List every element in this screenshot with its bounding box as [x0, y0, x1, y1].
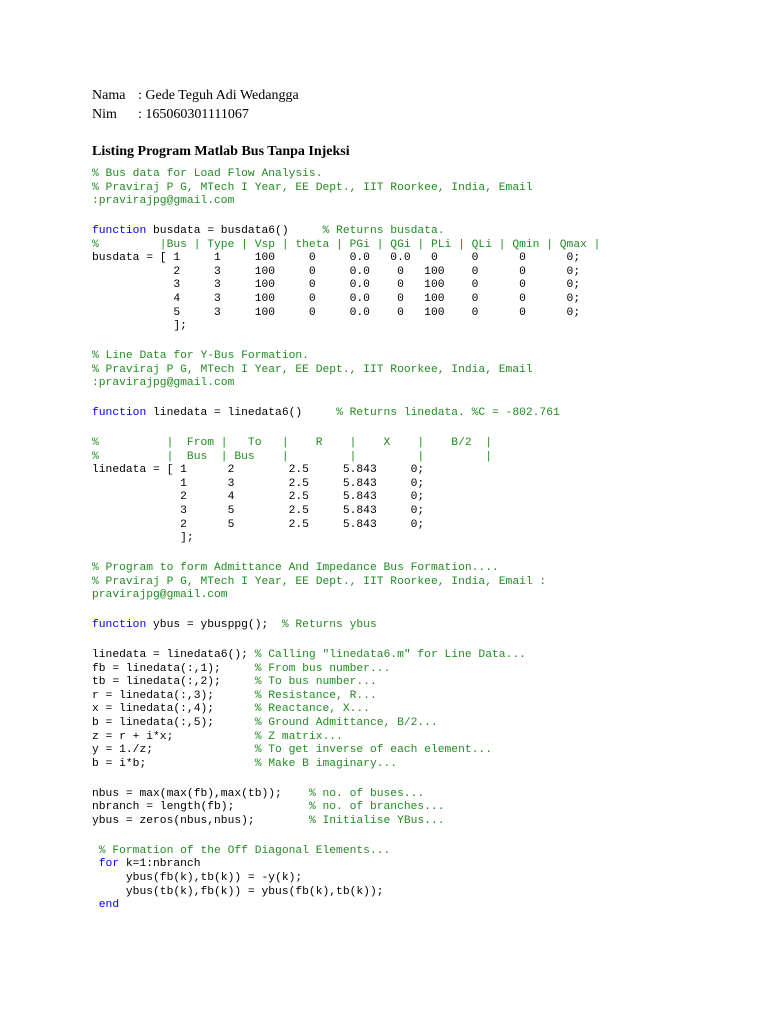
- code-comment: :pravirajpg@gmail.com: [92, 377, 235, 390]
- block-spacer: [92, 209, 600, 225]
- code-text: linedata = [ 1 2 2.5 5.843 0;: [92, 464, 425, 477]
- code-comment: % | Bus | Bus | | | |: [92, 450, 492, 463]
- code-line: [92, 266, 600, 280]
- code-text: b = linedata(:,5);: [92, 717, 255, 730]
- code-comment: % Praviraj P G, MTech I Year, EE Dept., IIT Roorkee, India, Email :: [92, 575, 547, 588]
- code-line: [92, 279, 600, 293]
- code-text: nbus = max(max(fb),max(tb));: [92, 787, 309, 800]
- code-text: 2 5 2.5 5.843 0;: [92, 518, 425, 531]
- code-comment: % | From | To | R | X | B/2 |: [92, 437, 492, 450]
- code-line: [92, 801, 600, 815]
- code-line: [92, 690, 600, 704]
- code-comment: :pravirajpg@gmail.com: [92, 195, 235, 208]
- code-comment: % no. of buses...: [308, 787, 425, 800]
- code-line: [92, 899, 600, 913]
- code-comment: pravirajpg@gmail.com: [92, 589, 228, 602]
- code-line: [92, 815, 600, 829]
- code-comment: % Returns linedata. %C = -802.761: [336, 407, 560, 420]
- code-comment: % Calling "linedata6.m" for Line Data...: [254, 649, 526, 662]
- code-comment: % Z matrix...: [254, 730, 343, 743]
- code-text: y = 1./z;: [92, 744, 255, 757]
- code-line: [92, 589, 600, 603]
- code-line: [92, 731, 600, 745]
- code-line: [92, 377, 600, 391]
- block-spacer: [92, 334, 600, 350]
- code-line: [92, 576, 600, 590]
- code-keyword: function: [92, 407, 147, 420]
- code-comment: % Line Data for Y-Bus Formation.: [92, 350, 309, 363]
- code-text: 2 4 2.5 5.843 0;: [92, 491, 425, 504]
- code-comment: % |Bus | Type | Vsp | theta | PGi | QGi | PLi | QLi | Qmin | Qmax |: [92, 238, 601, 251]
- block-spacer: [92, 633, 600, 649]
- code-text: 3 3 100 0 0.0 0 100 0 0 0;: [92, 279, 581, 292]
- document-title: Listing Program Matlab Bus Tanpa Injeksi: [92, 144, 350, 159]
- code-text: linedata = linedata6();: [92, 649, 255, 662]
- code-text: ];: [92, 532, 194, 545]
- code-listing: [92, 168, 600, 913]
- code-text: k=1:nbranch: [119, 858, 201, 871]
- block-spacer: [92, 603, 600, 619]
- code-keyword: function: [92, 225, 147, 238]
- code-comment: % Initialise YBus...: [308, 814, 445, 827]
- code-line: [92, 182, 600, 196]
- code-line: [92, 168, 600, 182]
- code-comment: % Resistance, R...: [254, 689, 377, 702]
- code-text: nbranch = length(fb);: [92, 801, 309, 814]
- code-line: [92, 491, 600, 505]
- code-line: [92, 505, 600, 519]
- student-info: [92, 86, 299, 124]
- code-text: 3 5 2.5 5.843 0;: [92, 505, 425, 518]
- code-line: [92, 649, 600, 663]
- code-line: [92, 703, 600, 717]
- code-text: busdata = busdata6(): [146, 225, 323, 238]
- code-text: r = linedata(:,3);: [92, 689, 255, 702]
- code-comment: % Ground Admittance, B/2...: [254, 717, 438, 730]
- code-line: [92, 758, 600, 772]
- code-line: [92, 407, 600, 421]
- code-line: [92, 872, 600, 886]
- code-line: [92, 858, 600, 872]
- code-line: [92, 519, 600, 533]
- code-text: 2 3 100 0 0.0 0 100 0 0 0;: [92, 265, 581, 278]
- code-text: fb = linedata(:,1);: [92, 662, 255, 675]
- code-text: ];: [92, 320, 187, 333]
- code-line: [92, 886, 600, 900]
- code-comment: % Formation of the Off Diagonal Elements...: [92, 844, 391, 857]
- code-comment: % Praviraj P G, MTech I Year, EE Dept., IIT Roorkee, India, Email: [92, 363, 533, 376]
- code-keyword: end: [92, 899, 120, 912]
- code-comment: % Bus data for Load Flow Analysis.: [92, 168, 323, 180]
- block-spacer: [92, 546, 600, 562]
- nim-value: : 165060301111067: [138, 107, 249, 122]
- code-line: [92, 350, 600, 364]
- code-line: [92, 437, 600, 451]
- code-text: tb = linedata(:,2);: [92, 676, 255, 689]
- code-line: [92, 307, 600, 321]
- code-text: 1 3 2.5 5.843 0;: [92, 477, 425, 490]
- code-text: ybus(fb(k),tb(k)) = -y(k);: [92, 872, 303, 885]
- name-label: Nama: [92, 88, 126, 103]
- code-line: [92, 293, 600, 307]
- block-spacer: [92, 829, 600, 845]
- code-comment: % Returns ybus: [281, 619, 377, 632]
- code-comment: % Praviraj P G, MTech I Year, EE Dept., IIT Roorkee, India, Email: [92, 181, 533, 194]
- block-spacer: [92, 771, 600, 787]
- nim-label: Nim: [92, 107, 117, 122]
- code-line: [92, 451, 600, 465]
- code-text: ybus = zeros(nbus,nbus);: [92, 814, 309, 827]
- code-line: [92, 464, 600, 478]
- name-value: : Gede Teguh Adi Wedangga: [138, 88, 299, 103]
- code-line: [92, 478, 600, 492]
- code-text: b = i*b;: [92, 757, 255, 770]
- code-text: x = linedata(:,4);: [92, 703, 255, 716]
- code-text: 4 3 100 0 0.0 0 100 0 0 0;: [92, 293, 581, 306]
- code-comment: % To bus number...: [254, 676, 377, 689]
- code-line: [92, 252, 600, 266]
- code-line: [92, 320, 600, 334]
- code-text: busdata = [ 1 1 100 0 0.0 0.0 0 0 0 0;: [92, 252, 581, 265]
- nim-row: [92, 105, 299, 124]
- code-line: [92, 788, 600, 802]
- code-line: [92, 195, 600, 209]
- code-text: linedata = linedata6(): [146, 407, 337, 420]
- code-keyword: function: [92, 619, 147, 632]
- code-line: [92, 619, 600, 633]
- code-comment: % From bus number...: [254, 662, 391, 675]
- code-line: [92, 663, 600, 677]
- code-line: [92, 744, 600, 758]
- code-line: [92, 717, 600, 731]
- name-row: [92, 86, 299, 105]
- code-line: [92, 562, 600, 576]
- code-text: 5 3 100 0 0.0 0 100 0 0 0;: [92, 306, 581, 319]
- code-comment: % Reactance, X...: [254, 703, 370, 716]
- code-text: z = r + i*x;: [92, 730, 255, 743]
- block-spacer: [92, 421, 600, 437]
- code-line: [92, 845, 600, 859]
- code-comment: % Make B imaginary...: [254, 757, 398, 770]
- code-comment: % Program to form Admittance And Impedance Bus Formation....: [92, 562, 499, 575]
- code-text: ybus = ybusppg();: [146, 619, 282, 632]
- code-line: [92, 532, 600, 546]
- code-line: [92, 676, 600, 690]
- code-line: [92, 239, 600, 253]
- code-keyword: for: [92, 858, 120, 871]
- block-spacer: [92, 391, 600, 407]
- code-line: [92, 225, 600, 239]
- code-line: [92, 364, 600, 378]
- code-text: ybus(tb(k),fb(k)) = ybus(fb(k),tb(k));: [92, 885, 384, 898]
- code-comment: % no. of branches...: [308, 801, 445, 814]
- code-comment: % Returns busdata.: [322, 225, 445, 238]
- code-comment: % To get inverse of each element...: [254, 744, 492, 757]
